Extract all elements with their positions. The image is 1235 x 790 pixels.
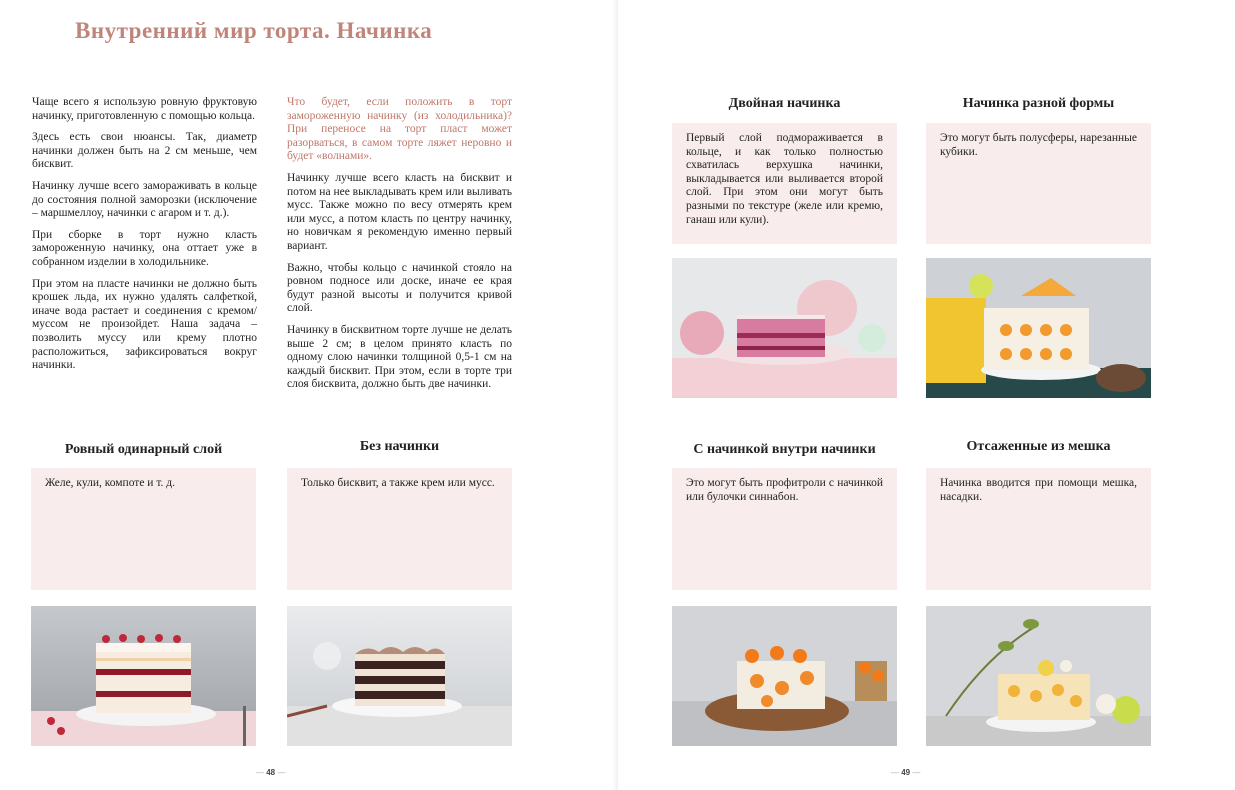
card-heading: Ровный одинарный слой: [64, 442, 223, 457]
card-box: [926, 123, 1151, 244]
card-text: Желе, кули, компоте и т. д.: [45, 477, 175, 489]
card-box: [926, 468, 1151, 590]
paragraph: Начинку в бисквитном торте лучше не делать выше 2 см; в целом принято класть по одному слою начинки толщиной 0,5-1 см на каждый бисквит. При этом, если в торте три слоя бисквита, должно быть две начинки.: [287, 323, 512, 391]
text-column-1: [32, 96, 257, 381]
cake-photo: [926, 258, 1151, 398]
right-page: [618, 0, 1235, 790]
paragraph: Важно, чтобы кольцо с начинкой стояло на ровном подносе или доске, иначе ее края будут разной высоты и получится кривой слой.: [287, 261, 512, 315]
paragraph: При этом на пласте начинки не должно быть крошек льда, их нужно удалять салфеткой, иначе вода растает и соединения с кремом/муссом не произойдет. Наша задача – позволить муссу или крему плотно расположиться, зафиксироваться вокруг начинки.: [32, 277, 257, 372]
card-text: Начинка вводится при помощи мешка, насадки.: [940, 477, 1137, 503]
page-number-value: 48: [266, 768, 276, 777]
accent-paragraph: Что будет, если положить в торт замороженную начинку (из холодильника)? При переносе на торт пласт может разорваться, в самом торте ляжет неровно и будет «волнами».: [287, 96, 512, 163]
page-number-value: 49: [901, 768, 911, 777]
paragraph: Здесь есть свои нюансы. Так, диаметр начинки должен быть на 2 см меньше, чем бисквит.: [32, 131, 257, 171]
card-text: Только бисквит, а также крем или мусс.: [301, 477, 495, 489]
card-text: Это могут быть полусферы, нарезанные кубики.: [940, 132, 1137, 158]
cake-photo: [31, 606, 256, 746]
card-box: [672, 468, 897, 590]
card-heading: Двойная начинка: [728, 96, 841, 111]
card-heading: Начинка разной формы: [962, 96, 1115, 111]
cake-photo: [287, 606, 512, 746]
card-heading: Отсаженные из мешка: [966, 439, 1111, 454]
card-text: Первый слой подмораживается в кольце, и как только полностью схватилась верхушка начинки, выкладывается или выливается второй слой. При этом они могут быть разными по текстуре (желе или кремю, ганаш или кули).: [686, 132, 883, 226]
card-box: [287, 468, 512, 590]
page-number: — 49 —: [891, 768, 921, 777]
paragraph: При сборке в торт нужно класть замороженную начинку, она оттает уже в собранном изделии в холодильнике.: [32, 228, 257, 268]
paragraph: Чаще всего я использую ровную фруктовую начинку, приготовленную с помощью кольца.: [32, 96, 257, 122]
card-heading: Без начинки: [359, 439, 440, 454]
card-heading: С начинкой внутри начинки: [693, 442, 876, 457]
paragraph: Начинку лучше всего замораживать в кольце до состояния полной заморозки (исключение – маршмеллоу, начинки с агаром и т. д.).: [32, 179, 257, 220]
card-box: [672, 123, 897, 244]
card-box: [31, 468, 256, 590]
page-number: — 48 —: [256, 768, 286, 777]
card-text: Это могут быть профитроли с начинкой или булочки синнабон.: [686, 477, 883, 503]
page-title: Внутренний мир торта. Начинка: [75, 18, 433, 43]
cake-photo: [672, 258, 897, 398]
cake-photo: [926, 606, 1151, 746]
left-page: [0, 0, 617, 790]
text-column-2: [287, 96, 512, 400]
paragraph: Начинку лучше всего класть на бисквит и потом на нее выкладывать крем или выливать мусс. Также можно по весу отмерять крем или мусс, а потом класть по центру начинку, но новичкам я рекомендую именно первый вариант.: [287, 171, 512, 252]
cake-photo: [672, 606, 897, 746]
